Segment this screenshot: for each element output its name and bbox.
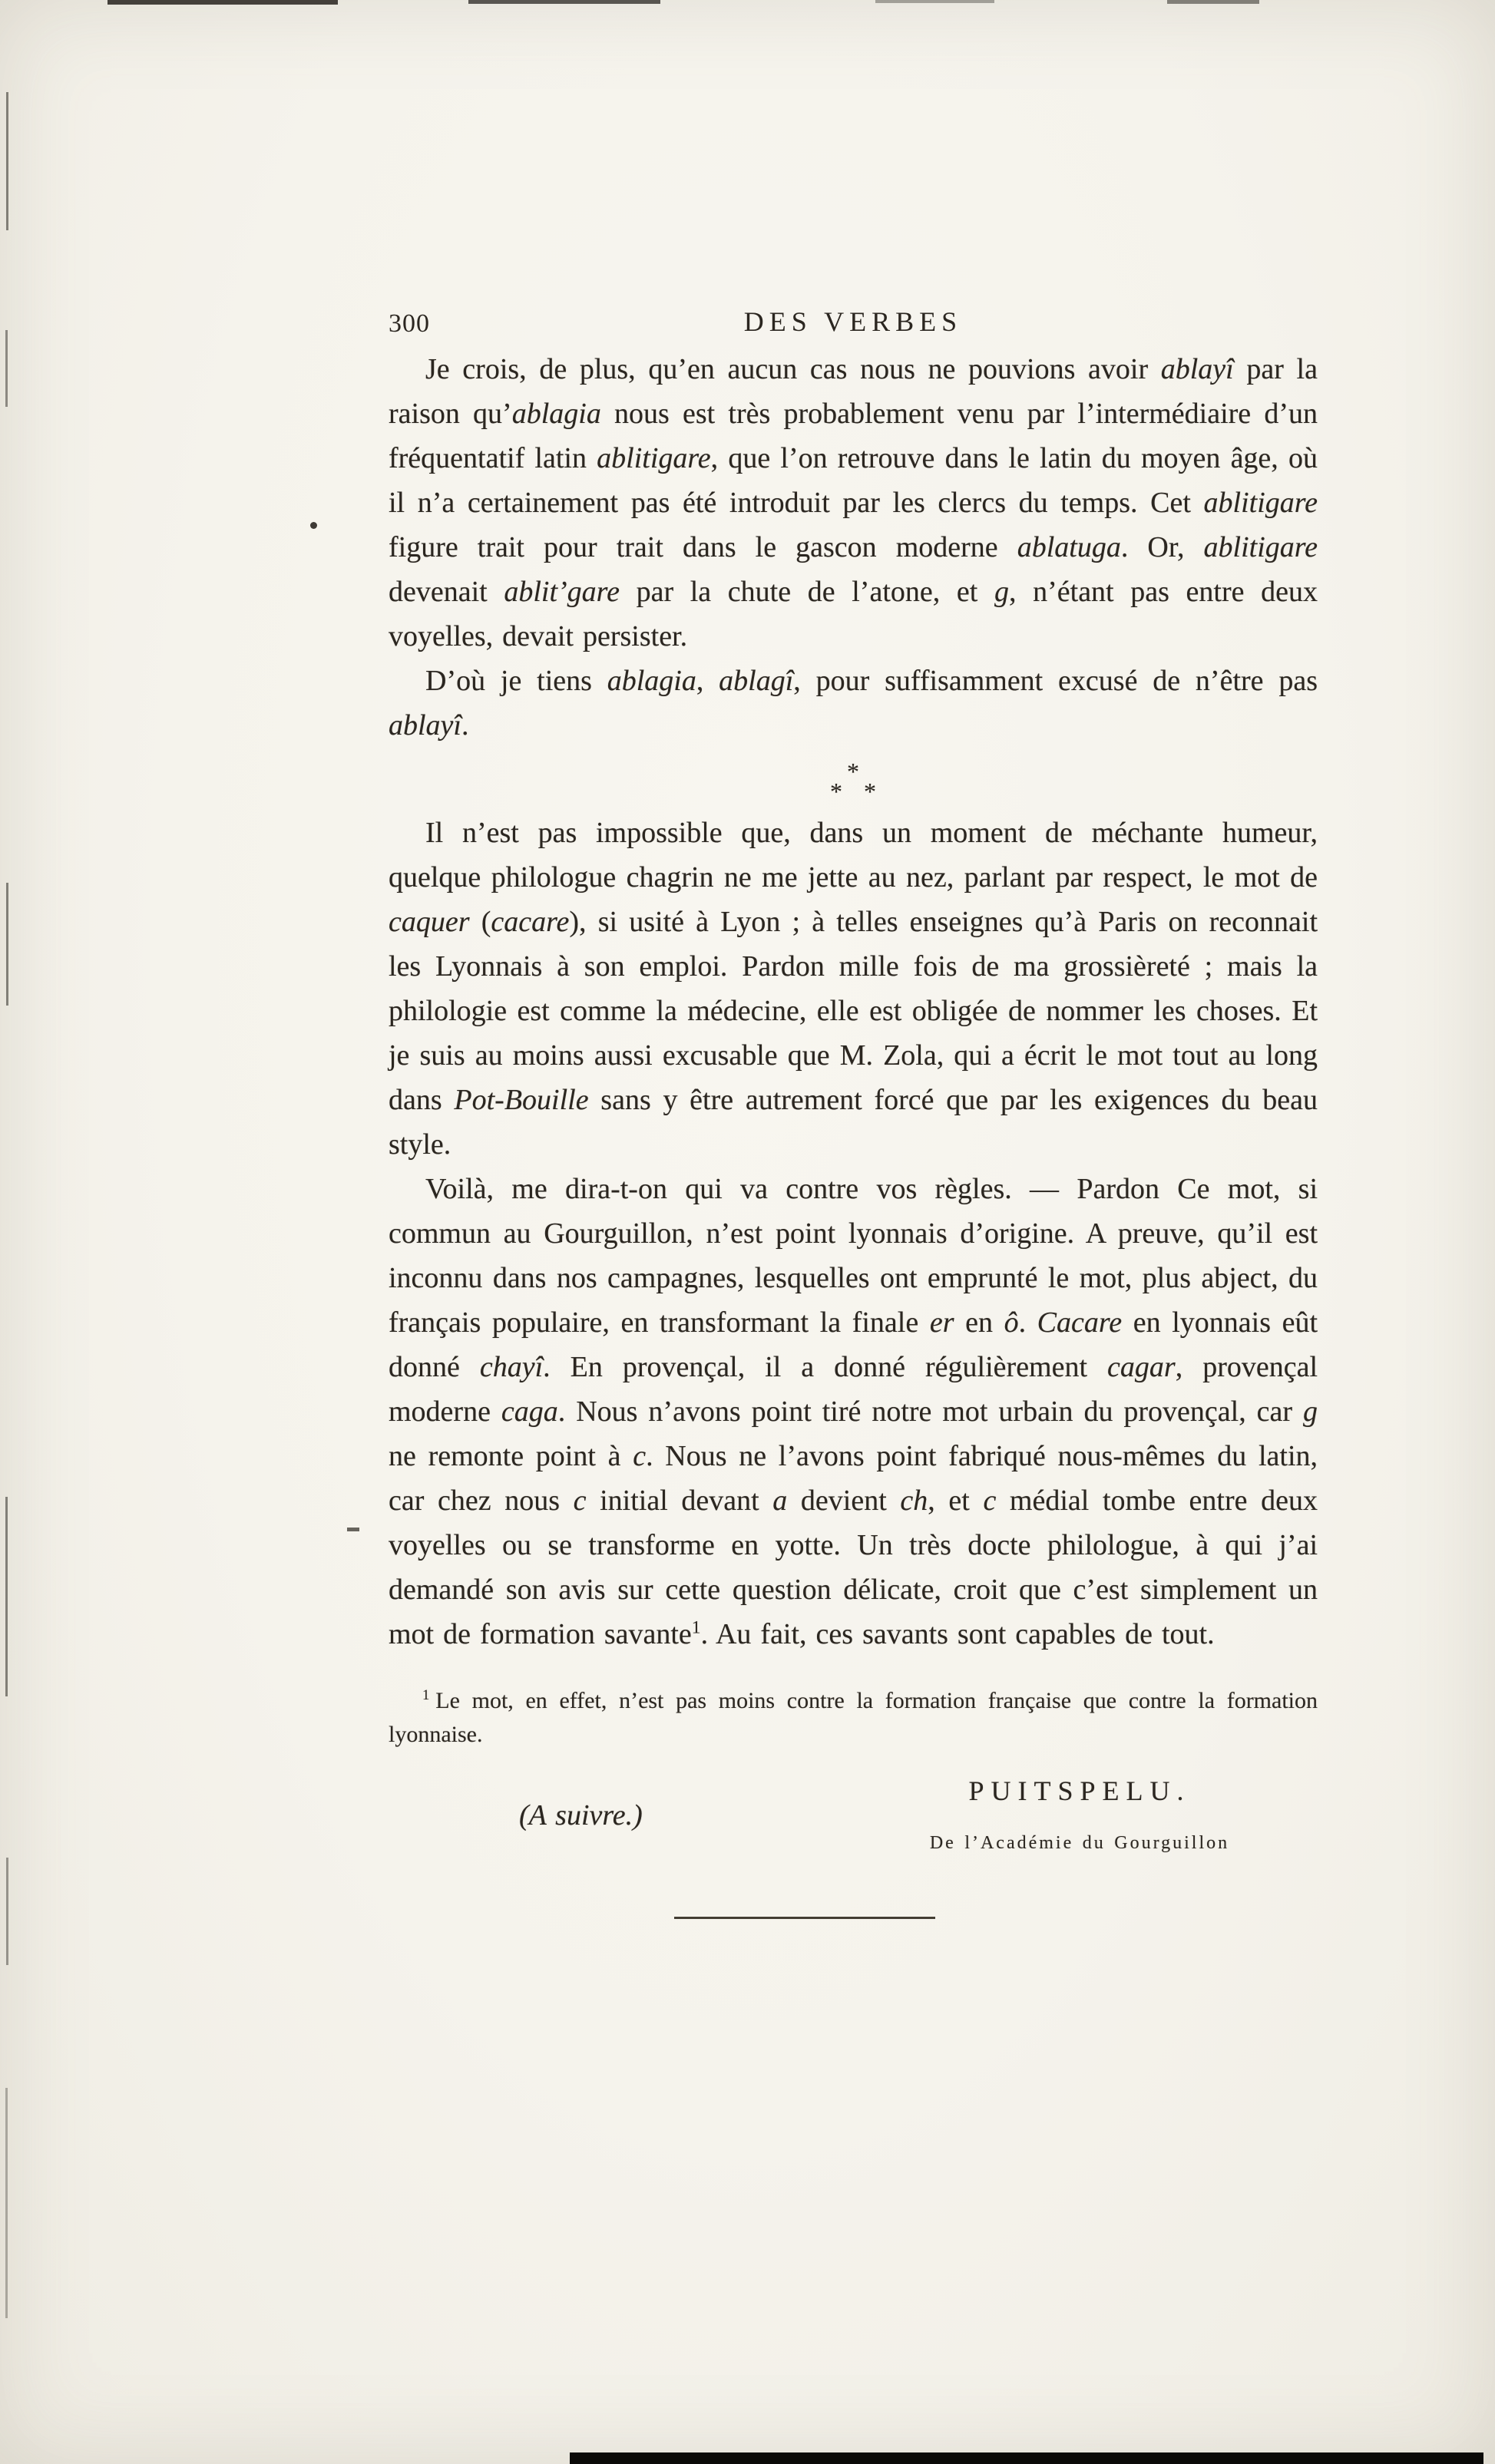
text-run: , pour suffisamment excusé de n’être pas: [793, 665, 1318, 697]
text-run: figure trait pour trait dans le gascon moderne: [389, 531, 1017, 563]
italic-run: c: [633, 1440, 647, 1472]
text-run: Je crois, de plus, qu’en aucun cas nous ne pouvions avoir: [425, 353, 1161, 385]
page-body: [389, 347, 1318, 1919]
italic-run: ablagia: [607, 665, 696, 697]
text-run: , provençal moderne: [389, 1351, 1318, 1428]
text-run: initial devant: [586, 1485, 773, 1517]
scan-artifact: [6, 1858, 8, 1965]
text-run: D’où je tiens: [425, 665, 607, 697]
italic-run: cacare: [491, 906, 570, 938]
scan-artifact: [468, 0, 660, 4]
text-run: par la chute de l’atone, et: [619, 576, 994, 608]
italic-run: c: [573, 1485, 587, 1517]
italic-run: ch: [900, 1485, 928, 1517]
italic-run: g: [994, 576, 1009, 608]
text-section-2: [389, 811, 1318, 1656]
italic-run: ablagî: [719, 665, 794, 697]
text-run: , n’étant pas entre deux voyelles, devait persister.: [389, 576, 1318, 652]
italic-run: ablit’gare: [504, 576, 620, 608]
scan-artifact: [107, 0, 338, 5]
scan-artifact: [5, 1497, 8, 1696]
italic-run: ablitigare: [597, 442, 711, 474]
page-header: [389, 306, 1318, 344]
italic-run: caquer: [389, 906, 470, 938]
scan-artifact: [5, 330, 8, 407]
scan-artifact: [1167, 0, 1259, 4]
paragraph: [389, 659, 1318, 748]
author-affiliation: De l’Académie du Gourguillon: [929, 1833, 1230, 1853]
text-run: en lyonnais eût donné: [389, 1306, 1318, 1383]
asterism-bottom: * *: [830, 778, 876, 805]
italic-run: ablagia: [511, 398, 601, 430]
scan-artifact: [310, 522, 317, 529]
text-run: , et: [928, 1485, 984, 1517]
text-run: , que l’on retrouve dans le latin du moyen âge, où il n’a certainement pas été introduit par les clercs du temps. Cet: [389, 442, 1318, 519]
text-run: . Au fait, ces savants sont capables de tout.: [700, 1618, 1215, 1650]
text-run: médial tombe entre deux voyelles ou se transforme en yotte. Un très docte philologue, à qui j’ai demandé son avis sur cette question délicate, croit que c’est simplement un mot de formation savante: [389, 1485, 1318, 1650]
scan-artifact: [875, 0, 994, 3]
italic-run: ablitigare: [1203, 531, 1318, 563]
scan-artifact: [347, 1528, 359, 1531]
italic-run: Pot-Bouille: [454, 1084, 589, 1116]
italic-run: cagar: [1107, 1351, 1176, 1383]
author-block: [895, 1769, 1264, 1865]
text-run: .: [461, 709, 469, 742]
text-run: devenait: [389, 576, 504, 608]
text-run: . Or,: [1120, 531, 1204, 563]
scan-artifact: [6, 92, 8, 230]
text-run: .: [1018, 1306, 1037, 1339]
footnote: [389, 1684, 1318, 1752]
italic-run: ablayî: [1160, 353, 1234, 385]
paragraph: [389, 347, 1318, 659]
italic-run: er: [929, 1306, 954, 1339]
text-run: par la raison qu’: [389, 353, 1318, 430]
text-run: nous est très probablement venu par l’intermédiaire d’un fréquentatif latin: [389, 398, 1318, 474]
text-run: (: [469, 906, 491, 938]
text-run: . Nous n’avons point tiré notre mot urbain du provençal, car: [557, 1395, 1303, 1428]
paragraph: [389, 811, 1318, 1167]
footnote-text: Le mot, en effet, n’est pas moins contre la formation française que contre la formation lyonnaise.: [389, 1688, 1318, 1747]
paragraph: [389, 1167, 1318, 1656]
footnote-marker: 1: [422, 1687, 430, 1703]
footnote-reference: 1: [691, 1617, 701, 1638]
continuation-note: (A suivre.): [519, 1799, 643, 1831]
italic-run: Cacare: [1037, 1306, 1123, 1339]
text-run: ,: [696, 665, 719, 697]
text-run: devient: [787, 1485, 901, 1517]
text-run: sans y être autrement forcé que par les exigences du beau style.: [389, 1084, 1318, 1161]
italic-run: ô: [1004, 1306, 1019, 1339]
text-run: . Nous ne l’avons point fabriqué nous-mêmes du latin, car chez nous: [389, 1440, 1318, 1517]
running-title: DES VERBES: [743, 306, 963, 337]
text-run: en: [954, 1306, 1004, 1339]
text-run: Il n’est pas impossible que, dans un moment de méchante humeur, quelque philologue chagrin ne me jette au nez, parlant par respect, le mot de: [389, 817, 1318, 893]
italic-run: a: [772, 1485, 788, 1517]
asterism-top: *: [847, 758, 859, 785]
italic-run: ablatuga: [1017, 531, 1121, 563]
italic-run: ablayî: [389, 709, 461, 742]
italic-run: ablitigare: [1203, 487, 1318, 519]
text-run: ne remonte point à: [389, 1440, 633, 1472]
page-number: 300: [389, 309, 430, 338]
end-rule: [674, 1917, 935, 1919]
italic-run: c: [983, 1485, 997, 1517]
italic-run: caga: [501, 1395, 558, 1428]
text-run: ), si usité à Lyon ; à telles enseignes qu’à Paris on reconnait les Lyonnais à son emploi. Pardon mille fois de ma grossièreté ; mais la philologie est comme la médecine, elle est obligée de nommer les choses. Et je suis au moins aussi excusable que M. Zola, qui a écrit le mot tout au long dans: [389, 906, 1318, 1116]
italic-run: chayî: [479, 1351, 544, 1383]
asterism-separator: [389, 760, 1318, 803]
text-run: . En provençal, il a donné régulièrement: [543, 1351, 1108, 1383]
author-name: PUITSPELU.: [968, 1775, 1191, 1806]
scan-artifact-bottom-bar: [570, 2452, 1483, 2464]
scan-artifact: [6, 883, 8, 1006]
text-run: Voilà, me dira-t-on qui va contre vos règles. — Pardon Ce mot, si commun au Gourguillon, n’est point lyonnais d’origine. A preuve, qu’il est inconnu dans nos campagnes, lesquelles ont emprunté le mot, plus abject, du français populaire, en transformant la finale: [389, 1173, 1318, 1339]
scan-artifact: [5, 2088, 8, 2318]
text-section-1: [389, 347, 1318, 748]
signature-block: [389, 1769, 1318, 1872]
italic-run: g: [1303, 1395, 1318, 1428]
